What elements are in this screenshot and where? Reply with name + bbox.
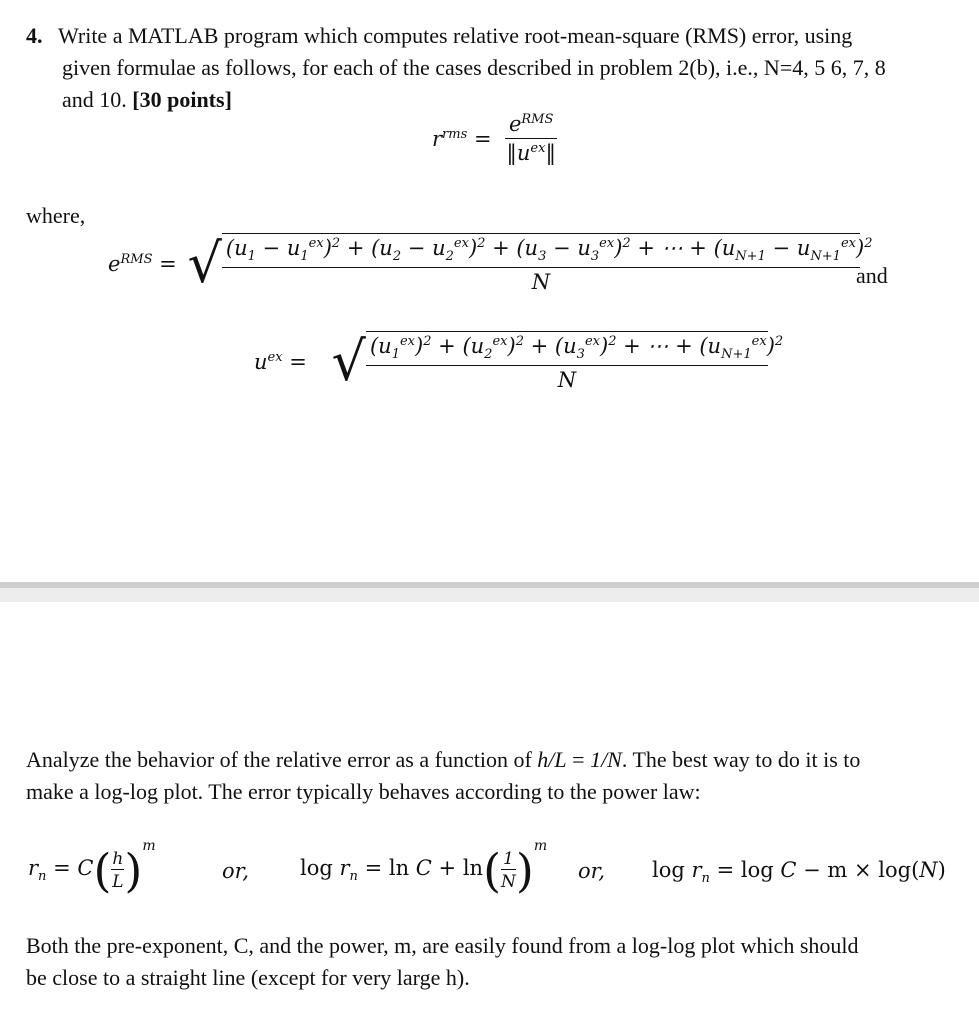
formula-log-ln: $\log r_n = \ln C + \ln$( $\frac{1}{N}$ )$^m$ [300, 838, 548, 898]
problem-line-3: and 10. [62, 87, 127, 112]
analysis-one-over-n: 1/N [590, 747, 622, 772]
problem-text [26, 20, 956, 116]
formula-r-rms: $r^{rms}$ = $\frac{e^{RMS}}{‖u^{ex}‖}$ [432, 112, 556, 165]
formula-power-law: $r_n = C$( $\frac{h}{L}$ )$^m$ [28, 838, 156, 898]
problem-line-1: Write a MATLAB program which computes relative root-mean-square (RMS) error, using [58, 23, 853, 48]
conclusion-line-2: be close to a straight line (except for very large h). [26, 965, 470, 990]
analysis-hl: h/L [537, 747, 567, 772]
conclusion-line-1: Both the pre-exponent, C, and the power, m, are easily found from a log-log plot which should [26, 933, 859, 958]
or-label-1: or, [222, 859, 250, 883]
and-label: and [856, 263, 888, 288]
formula-log-linear: $\log r_n = \log C - m \times \log(N)$ [652, 858, 946, 887]
problem-number: 4. [26, 23, 43, 48]
formula-e-rms: $e^{RMS}$ = √ $(u_1 - u_1^{ex})^2 + (u_2 - u_2^{ex})^2 + (u_3 - u_3^{ex})^2$ + ⋯ + $(u_{N+1} - u_{N+1}^{ex})^2$ N [108, 232, 873, 295]
analysis-line-2: make a log-log plot. The error typically behaves according to the power law: [26, 779, 701, 804]
problem-line-2: given formulae as follows, for each of the cases described in problem 2(b), i.e., N=4, 5 6, 7, 8 [62, 55, 886, 80]
analysis-line-1: Analyze the behavior of the relative error as a function of [26, 747, 532, 772]
conclusion-text [26, 930, 956, 994]
formula-u-ex: $u^{ex}$ = √ $\frac{(u_1^{ex})^2 + (u_2^{ex})^2 + (u_3^{ex})^2 + \cdots + (u_{N+1}^{ex})^2}{N}$ [254, 330, 784, 393]
or-label-2: or, [578, 859, 606, 883]
problem-points: [30 points] [132, 87, 232, 112]
where-label: where, [26, 203, 86, 228]
analysis-text: Analyze the behavior of the relative error as a function of h/L = 1/N. The best way to do it is to make a log-log plot. The error typically behaves according to the power law: [26, 744, 966, 808]
page-divider-shadow [0, 588, 979, 602]
